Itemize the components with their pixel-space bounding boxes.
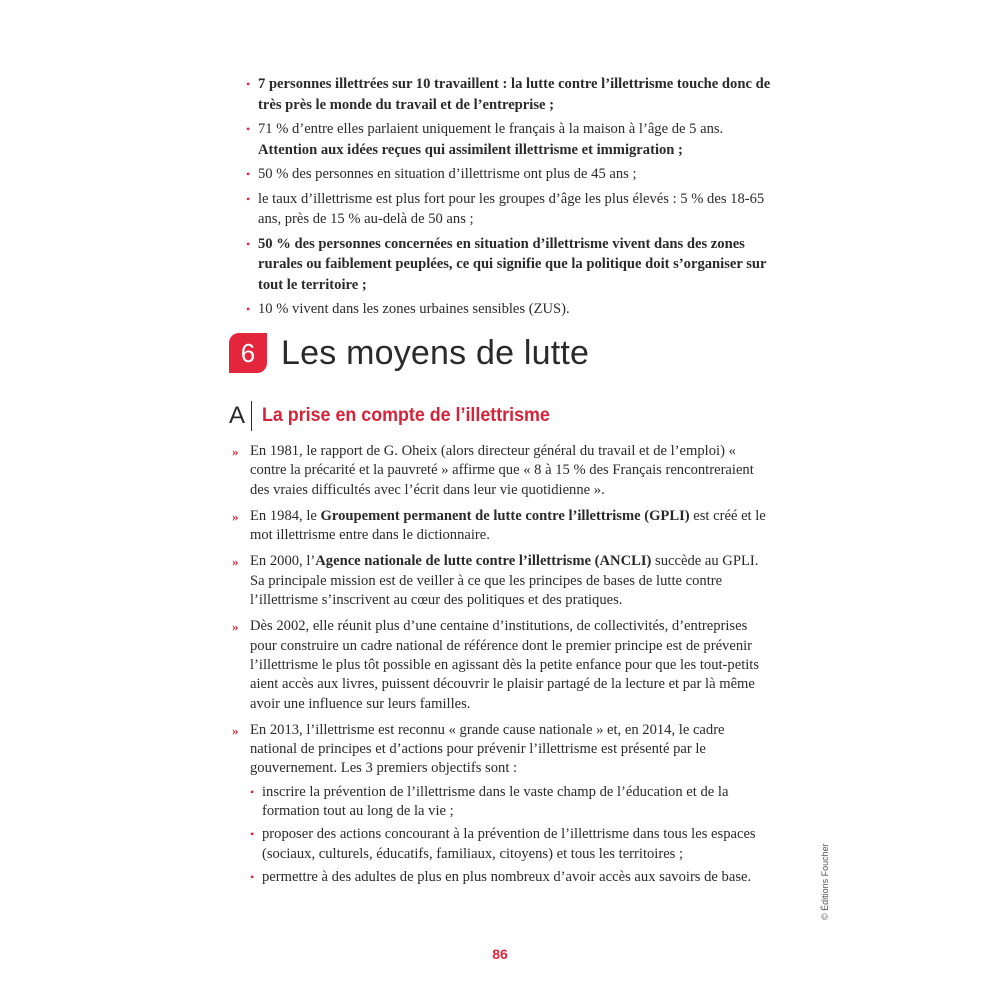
section-heading xyxy=(229,332,589,374)
list-item: • 50 % des personnes en situation d’illettrisme ont plus de 45 ans ; xyxy=(246,164,786,185)
bullet-dot-icon: • xyxy=(246,191,251,206)
section-title: Les moyens de lutte xyxy=(281,333,590,372)
list-item: • 7 personnes illettrées sur 10 travaillent : la lutte contre l’illettrisme touche donc de très près le monde du travail et de l’entreprise ; xyxy=(246,76,771,113)
list-item: • proposer des actions concourant à la prévention de l’illettrisme dans tous les espaces (sociaux, culturels, éducatifs, familiaux, citoyens) et tous les territoires ; xyxy=(250,826,756,862)
bullet-dot-icon: • xyxy=(246,302,251,316)
list-item: » En 2013, l’illettrisme est reconnu « grande cause nationale » et, en 2014, le cadre national de principes et d’actions pour prévenir l’illettrisme est présenté par le gouvernement. Les 3 premiers objectifs sont : • inscrire la prévention de l’illettrisme dans le vaste champ de l’éducation et de la formation tout au long de la vie ; • proposer des actions concourant à la prévention de l’illettrisme dans tous les espaces (sociaux, culturels, éducatifs, familiaux, citoyens) et tous les territoires ; • permettre à des adultes de plus en plus nombreux d’avoir accès aux savoirs de base. xyxy=(232,721,774,887)
list-item: • 71 % d’entre elles parlaient uniquement le français à la maison à l’âge de 5 ans. Attention aux idées reçues qui assimilent illettrisme et immigration ; xyxy=(246,121,724,158)
list-item: • 50 % des personnes concernées en situation d’illettrisme vivent dans des zones rurales ou faiblement peuplées, ce qui signifie que la politique doit s’organiser sur tout le territoire ; xyxy=(246,235,767,293)
bullet-dot-icon: • xyxy=(250,869,255,884)
bullet-dot-icon: • xyxy=(246,167,251,181)
list-item: • inscrire la prévention de l’illettrisme dans le vaste champ de l’éducation et de la formation tout au long de la vie ; xyxy=(250,783,729,820)
page-number: 86 xyxy=(492,946,508,962)
list-item: » En 2000, l’Agence nationale de lutte contre l’illettrisme (ANCLI) succède au GPLI. Sa principale mission est de veiller à ce que les principes de bases de lutte contre l’illettrisme s’inscrivent au cœur des politiques et des pratiques. xyxy=(232,553,759,609)
copyright-notice: © Éditions Foucher xyxy=(820,843,830,920)
list-item: • permettre à des adultes de plus en plus nombreux d’avoir accès aux savoirs de base. xyxy=(250,868,774,887)
bullet-dot-icon: • xyxy=(250,784,255,799)
section-number-badge: 6 xyxy=(229,333,267,373)
subsection-heading xyxy=(229,400,568,432)
list-item: » En 1984, le Groupement permanent de lutte contre l’illettrisme (GPLI) est créé et le mot illettrisme entre dans le dictionnaire. xyxy=(232,507,766,544)
list-item: » En 1981, le rapport de G. Oheix (alors directeur général du travail et de l’emploi) « contre la précarité et la pauvreté » affirme que « 8 à 15 % des Français rencontreraient des vraies difficultés avec l’écrit dans leur vie quotidienne ». xyxy=(232,443,754,498)
bullet-dot-icon: • xyxy=(246,77,251,91)
bullet-dot-icon: • xyxy=(250,827,255,842)
subsection-letter: A xyxy=(229,401,252,431)
bullet-arrow-icon: » xyxy=(232,619,239,635)
bullet-arrow-icon: » xyxy=(232,508,239,524)
subsection-title: La prise en compte de l’illettrisme xyxy=(262,405,550,426)
statistics-list xyxy=(246,74,786,324)
bullet-dot-icon: • xyxy=(246,122,251,136)
bullet-arrow-icon: » xyxy=(232,722,239,738)
list-item: » Dès 2002, elle réunit plus d’une centaine d’institutions, de collectivités, d’entreprises pour construire un cadre national de référence dont le premier principe est de prévenir l’illettrisme le plus tôt possible en agissant dès la petite enfance pour que les tout-petits aient accès aux livres, puissent découvrir le plaisir partagé de la lecture et par là même avoir une influence sur leurs familles. xyxy=(232,618,760,712)
bullet-arrow-icon: » xyxy=(232,444,239,459)
history-list xyxy=(232,442,774,894)
list-item: • le taux d’illettrisme est plus fort pour les groupes d’âge les plus élevés : 5 % des 18-65 ans, près de 15 % au-delà de 50 ans ; xyxy=(246,190,765,227)
list-item: • 10 % vivent dans les zones urbaines sensibles (ZUS). xyxy=(246,299,786,320)
objectives-list xyxy=(250,783,774,887)
bullet-dot-icon: • xyxy=(246,236,251,251)
bullet-arrow-icon: » xyxy=(232,554,239,570)
